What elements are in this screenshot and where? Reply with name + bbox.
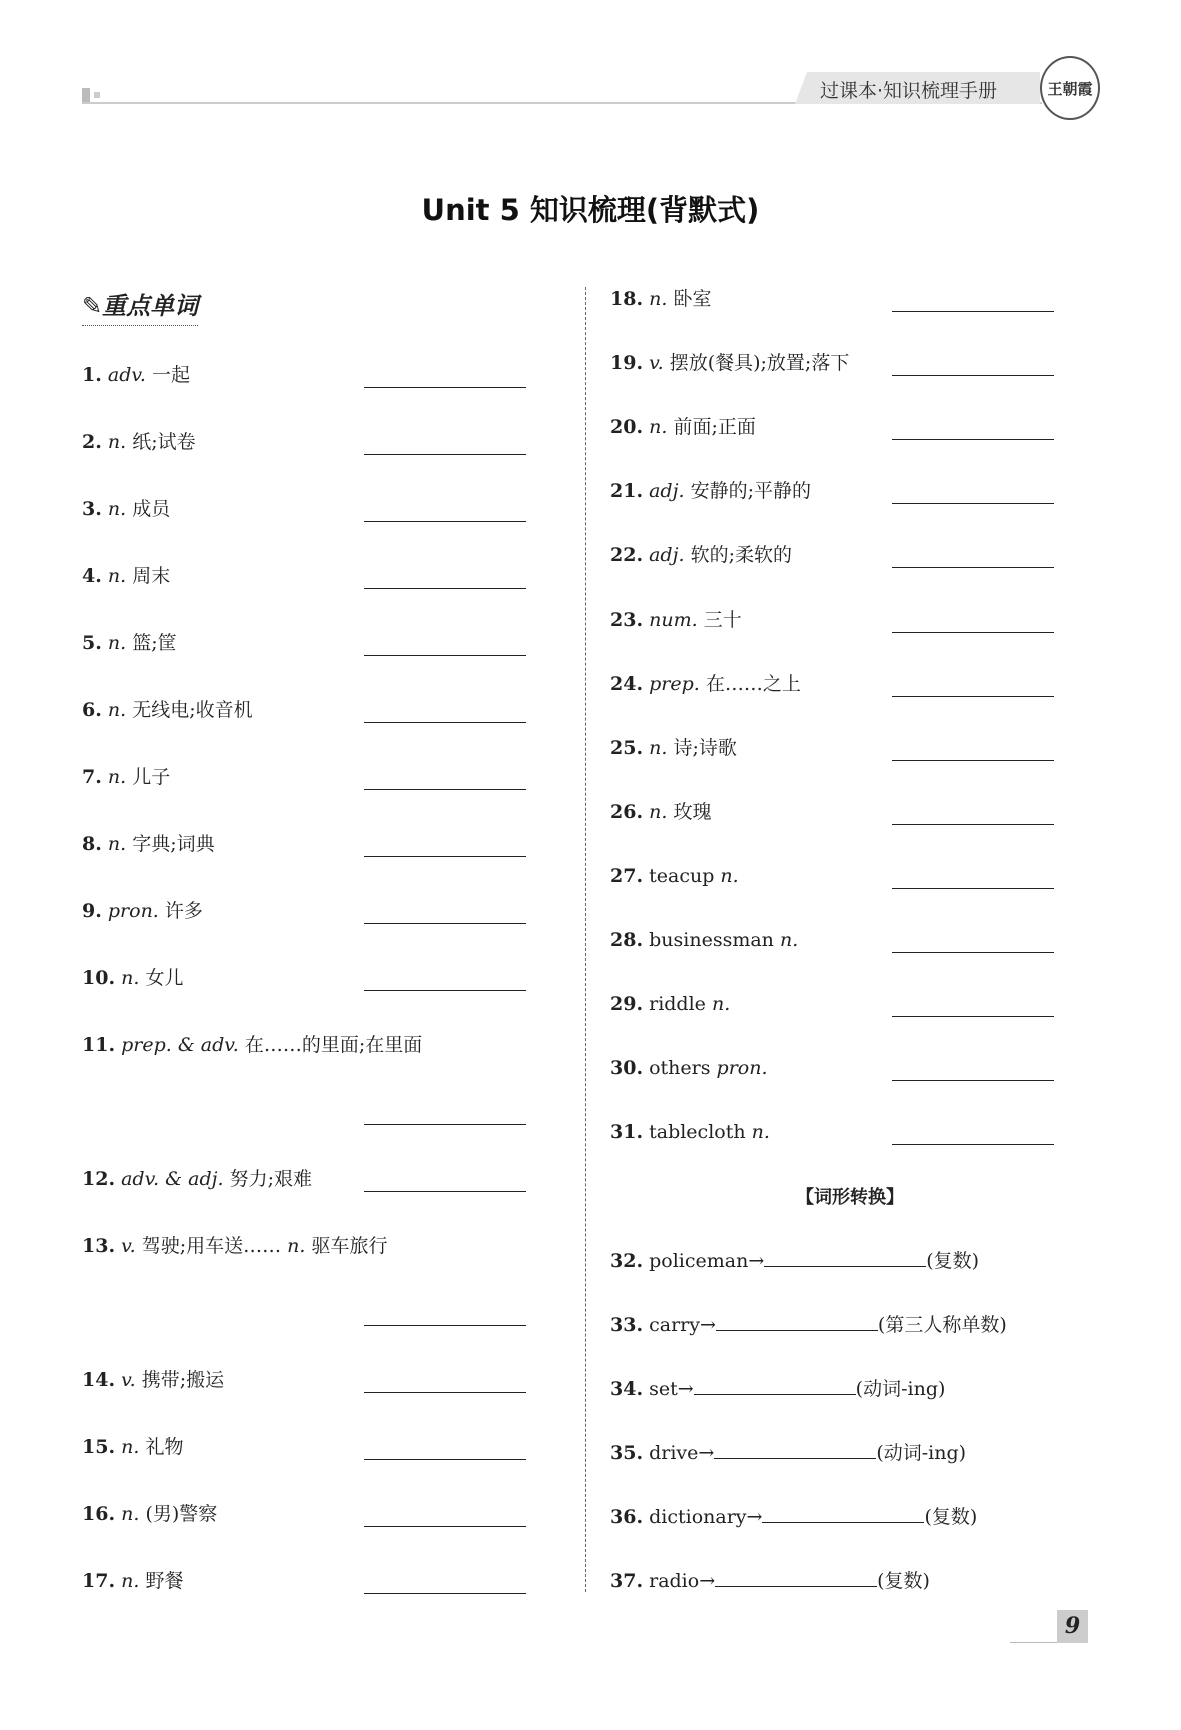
part-of-speech: n. — [121, 1503, 140, 1525]
english-word: carry→ — [649, 1313, 716, 1336]
word-item — [82, 630, 177, 656]
item-number: 28. — [610, 929, 644, 951]
word-item — [82, 898, 203, 924]
item-number: 1. — [82, 364, 102, 386]
word-item — [610, 991, 730, 1017]
meaning: 诗;诗歌 — [673, 736, 737, 759]
answer-blank[interactable] — [892, 632, 1054, 633]
word-item — [82, 1032, 422, 1058]
answer-blank[interactable] — [364, 1124, 526, 1125]
item-number: 25. — [610, 736, 644, 759]
part-of-speech: n. — [779, 929, 799, 951]
part-of-speech: prep. — [649, 672, 700, 695]
english-word: others — [649, 1057, 711, 1080]
item-number: 16. — [82, 1503, 116, 1525]
meaning: 摆放(餐具);放置;落下 — [669, 352, 850, 375]
word-item — [610, 478, 811, 504]
meaning: 前面;正面 — [673, 416, 756, 439]
word-item — [82, 831, 215, 857]
transform-item — [610, 1440, 966, 1466]
pen-icon: ✎ — [82, 292, 103, 320]
answer-blank[interactable] — [715, 1568, 877, 1587]
word-item — [610, 927, 798, 953]
word-item — [82, 1568, 183, 1594]
part-of-speech: n. — [121, 1570, 140, 1592]
column-divider — [585, 287, 586, 1592]
word-item — [610, 1119, 770, 1145]
english-word: set→ — [649, 1377, 694, 1400]
word-item — [82, 1166, 312, 1192]
answer-blank[interactable] — [892, 888, 1054, 889]
part-of-speech: n. — [720, 864, 739, 887]
word-item — [82, 697, 253, 723]
meaning: 在……之上 — [705, 672, 801, 695]
part-of-speech: adj. — [649, 544, 685, 567]
meaning: 纸;试卷 — [132, 431, 196, 453]
item-number: 20. — [610, 416, 644, 439]
answer-blank[interactable] — [364, 655, 526, 656]
meaning: 礼物 — [145, 1436, 184, 1458]
answer-blank[interactable] — [364, 387, 526, 388]
form-hint: (复数) — [877, 1570, 930, 1592]
meaning: 篮;筐 — [132, 632, 177, 654]
item-number: 10. — [82, 967, 116, 989]
word-item — [610, 735, 737, 761]
part-of-speech: prep. & adv. — [121, 1034, 239, 1056]
word-item — [82, 429, 196, 455]
answer-blank[interactable] — [694, 1376, 856, 1395]
word-item — [82, 965, 183, 991]
part-of-speech: n. — [649, 800, 668, 823]
part-of-speech: n. — [649, 288, 668, 310]
item-number: 4. — [82, 565, 102, 587]
answer-blank[interactable] — [892, 503, 1054, 504]
word-item — [82, 1367, 224, 1393]
part-of-speech: n. — [751, 1121, 770, 1144]
answer-blank[interactable] — [892, 696, 1054, 697]
item-number: 5. — [82, 632, 102, 654]
item-number: 17. — [82, 1570, 116, 1592]
transform-item — [610, 1504, 977, 1530]
word-item — [610, 414, 756, 440]
form-hint: (复数) — [924, 1505, 978, 1528]
word-item — [610, 671, 801, 697]
meaning: 儿子 — [132, 766, 171, 788]
part-of-speech: v. — [121, 1235, 136, 1257]
item-number: 6. — [82, 699, 102, 721]
meaning: 一起 — [151, 364, 190, 386]
item-number: 29. — [610, 993, 644, 1016]
item-number: 7. — [82, 766, 102, 788]
part-of-speech: n. — [107, 431, 127, 453]
answer-blank[interactable] — [714, 1440, 876, 1459]
answer-blank[interactable] — [364, 454, 526, 455]
meaning: 成员 — [132, 498, 171, 520]
answer-blank[interactable] — [364, 856, 526, 857]
item-number: 24. — [610, 672, 644, 695]
part-of-speech: num. — [649, 608, 698, 631]
item-number: 3. — [82, 498, 102, 520]
english-word: businessman — [649, 929, 774, 951]
english-word: riddle — [649, 993, 706, 1016]
answer-blank[interactable] — [364, 521, 526, 522]
word-item — [610, 1055, 768, 1081]
item-number: 23. — [610, 608, 644, 631]
part-of-speech: n. — [107, 766, 127, 788]
answer-blank[interactable] — [892, 567, 1054, 568]
answer-blank[interactable] — [364, 1325, 526, 1326]
english-word: dictionary→ — [649, 1505, 763, 1528]
header-decoration — [94, 92, 100, 98]
item-number: 2. — [82, 431, 102, 453]
meaning: 卧室 — [673, 288, 712, 310]
answer-blank[interactable] — [364, 990, 526, 991]
part-of-speech: n. — [107, 565, 127, 587]
item-number: 34. — [610, 1377, 644, 1400]
book-title: 过课本·知识梳理手册 — [820, 80, 998, 102]
answer-blank[interactable] — [892, 375, 1054, 376]
subsection-heading: 【词形转换】 — [796, 1187, 904, 1209]
answer-blank[interactable] — [892, 952, 1054, 953]
item-number: 30. — [610, 1057, 644, 1080]
form-hint: (动词-ing) — [855, 1377, 946, 1400]
word-item — [610, 350, 849, 376]
english-word: radio→ — [649, 1570, 716, 1592]
part-of-speech: pron. — [716, 1057, 768, 1080]
meaning: 努力;艰难 — [229, 1168, 312, 1190]
answer-blank[interactable] — [762, 1504, 924, 1523]
form-hint: (动词-ing) — [876, 1441, 967, 1464]
part-of-speech: v. — [649, 352, 664, 375]
answer-blank[interactable] — [364, 588, 526, 589]
answer-blank[interactable] — [364, 923, 526, 924]
answer-blank[interactable] — [364, 1459, 526, 1460]
meaning: 女儿 — [145, 967, 184, 989]
answer-blank[interactable] — [892, 760, 1054, 761]
item-number: 31. — [610, 1121, 644, 1144]
item-number: 35. — [610, 1441, 644, 1464]
answer-blank[interactable] — [892, 1144, 1054, 1145]
english-word: teacup — [649, 864, 715, 887]
meaning: 驱车旅行 — [311, 1235, 388, 1257]
word-item — [82, 362, 190, 388]
word-item — [610, 286, 711, 312]
answer-blank[interactable] — [892, 311, 1054, 312]
section-heading — [82, 286, 198, 326]
publisher-logo: 王朝霞 — [1040, 56, 1100, 120]
form-hint: (第三人称单数) — [877, 1313, 1007, 1336]
part-of-speech: n. — [711, 993, 731, 1016]
answer-blank[interactable] — [364, 1191, 526, 1192]
part-of-speech: n. — [121, 1436, 140, 1458]
part-of-speech: n. — [649, 416, 668, 439]
answer-blank[interactable] — [892, 439, 1054, 440]
word-item — [82, 764, 170, 790]
transform-item — [610, 1568, 930, 1594]
header-decoration — [82, 88, 90, 102]
word-item — [82, 1501, 217, 1527]
item-number: 8. — [82, 833, 102, 855]
meaning: 野餐 — [145, 1570, 184, 1592]
item-number: 37. — [610, 1570, 644, 1592]
meaning: 周末 — [132, 565, 171, 587]
meaning: 驾驶;用车送…… — [141, 1235, 282, 1257]
meaning: 无线电;收音机 — [132, 699, 253, 721]
meaning: 三十 — [703, 608, 742, 631]
answer-blank[interactable] — [892, 1080, 1054, 1081]
meaning: 软的;柔软的 — [690, 544, 792, 567]
answer-blank[interactable] — [364, 722, 526, 723]
meaning: 在……的里面;在里面 — [244, 1034, 423, 1056]
footer-rule — [1010, 1642, 1058, 1643]
transform-item — [610, 1312, 1007, 1338]
item-number: 32. — [610, 1249, 644, 1272]
meaning: (男)警察 — [145, 1503, 218, 1525]
answer-blank[interactable] — [364, 1526, 526, 1527]
part-of-speech: adv. — [107, 364, 146, 386]
word-item — [610, 863, 739, 889]
answer-blank[interactable] — [892, 1016, 1054, 1017]
item-number: 18. — [610, 288, 644, 310]
page-number: 9 — [1057, 1610, 1088, 1643]
part-of-speech: adv. & adj. — [121, 1168, 224, 1190]
meaning: 许多 — [164, 900, 203, 922]
part-of-speech: adj. — [649, 480, 685, 503]
part-of-speech: n. — [107, 498, 127, 520]
word-item — [82, 1434, 183, 1460]
section-heading-text: 重点单词 — [102, 292, 199, 320]
answer-blank[interactable] — [716, 1312, 878, 1331]
english-word: policeman→ — [649, 1249, 765, 1272]
transform-item — [610, 1376, 945, 1402]
meaning: 玫瑰 — [673, 800, 712, 823]
word-item — [610, 607, 742, 633]
meaning: 携带;搬运 — [141, 1369, 225, 1391]
answer-blank[interactable] — [892, 824, 1054, 825]
item-number: 9. — [82, 900, 102, 922]
part-of-speech: n. — [107, 833, 127, 855]
item-number: 11. — [82, 1034, 116, 1056]
item-number: 14. — [82, 1369, 116, 1391]
part-of-speech: n. — [107, 632, 127, 654]
part-of-speech: n. — [107, 699, 127, 721]
meaning: 字典;词典 — [132, 833, 215, 855]
answer-blank[interactable] — [364, 789, 526, 790]
english-word: tablecloth — [649, 1121, 746, 1144]
meaning: 安静的;平静的 — [690, 480, 811, 503]
answer-blank[interactable] — [764, 1248, 926, 1267]
part-of-speech: n. — [649, 736, 668, 759]
item-number: 19. — [610, 352, 644, 375]
word-item — [610, 799, 711, 825]
part-of-speech: n. — [287, 1235, 306, 1257]
word-item — [82, 1233, 387, 1259]
item-number: 26. — [610, 800, 644, 823]
part-of-speech: n. — [121, 967, 140, 989]
item-number: 21. — [610, 480, 644, 503]
item-number: 12. — [82, 1168, 116, 1190]
form-hint: (复数) — [926, 1249, 980, 1272]
item-number: 36. — [610, 1505, 644, 1528]
english-word: drive→ — [649, 1441, 715, 1464]
transform-item — [610, 1248, 979, 1274]
answer-blank[interactable] — [364, 1593, 526, 1594]
word-item — [610, 542, 792, 568]
item-number: 13. — [82, 1235, 116, 1257]
item-number: 15. — [82, 1436, 116, 1458]
part-of-speech: pron. — [107, 900, 159, 922]
item-number: 22. — [610, 544, 644, 567]
word-item — [82, 563, 170, 589]
item-number: 33. — [610, 1313, 644, 1336]
part-of-speech: v. — [121, 1369, 136, 1391]
answer-blank[interactable] — [364, 1392, 526, 1393]
item-number: 27. — [610, 864, 644, 887]
word-item — [82, 496, 170, 522]
page-title: Unit 5 知识梳理(背默式) — [421, 193, 760, 227]
